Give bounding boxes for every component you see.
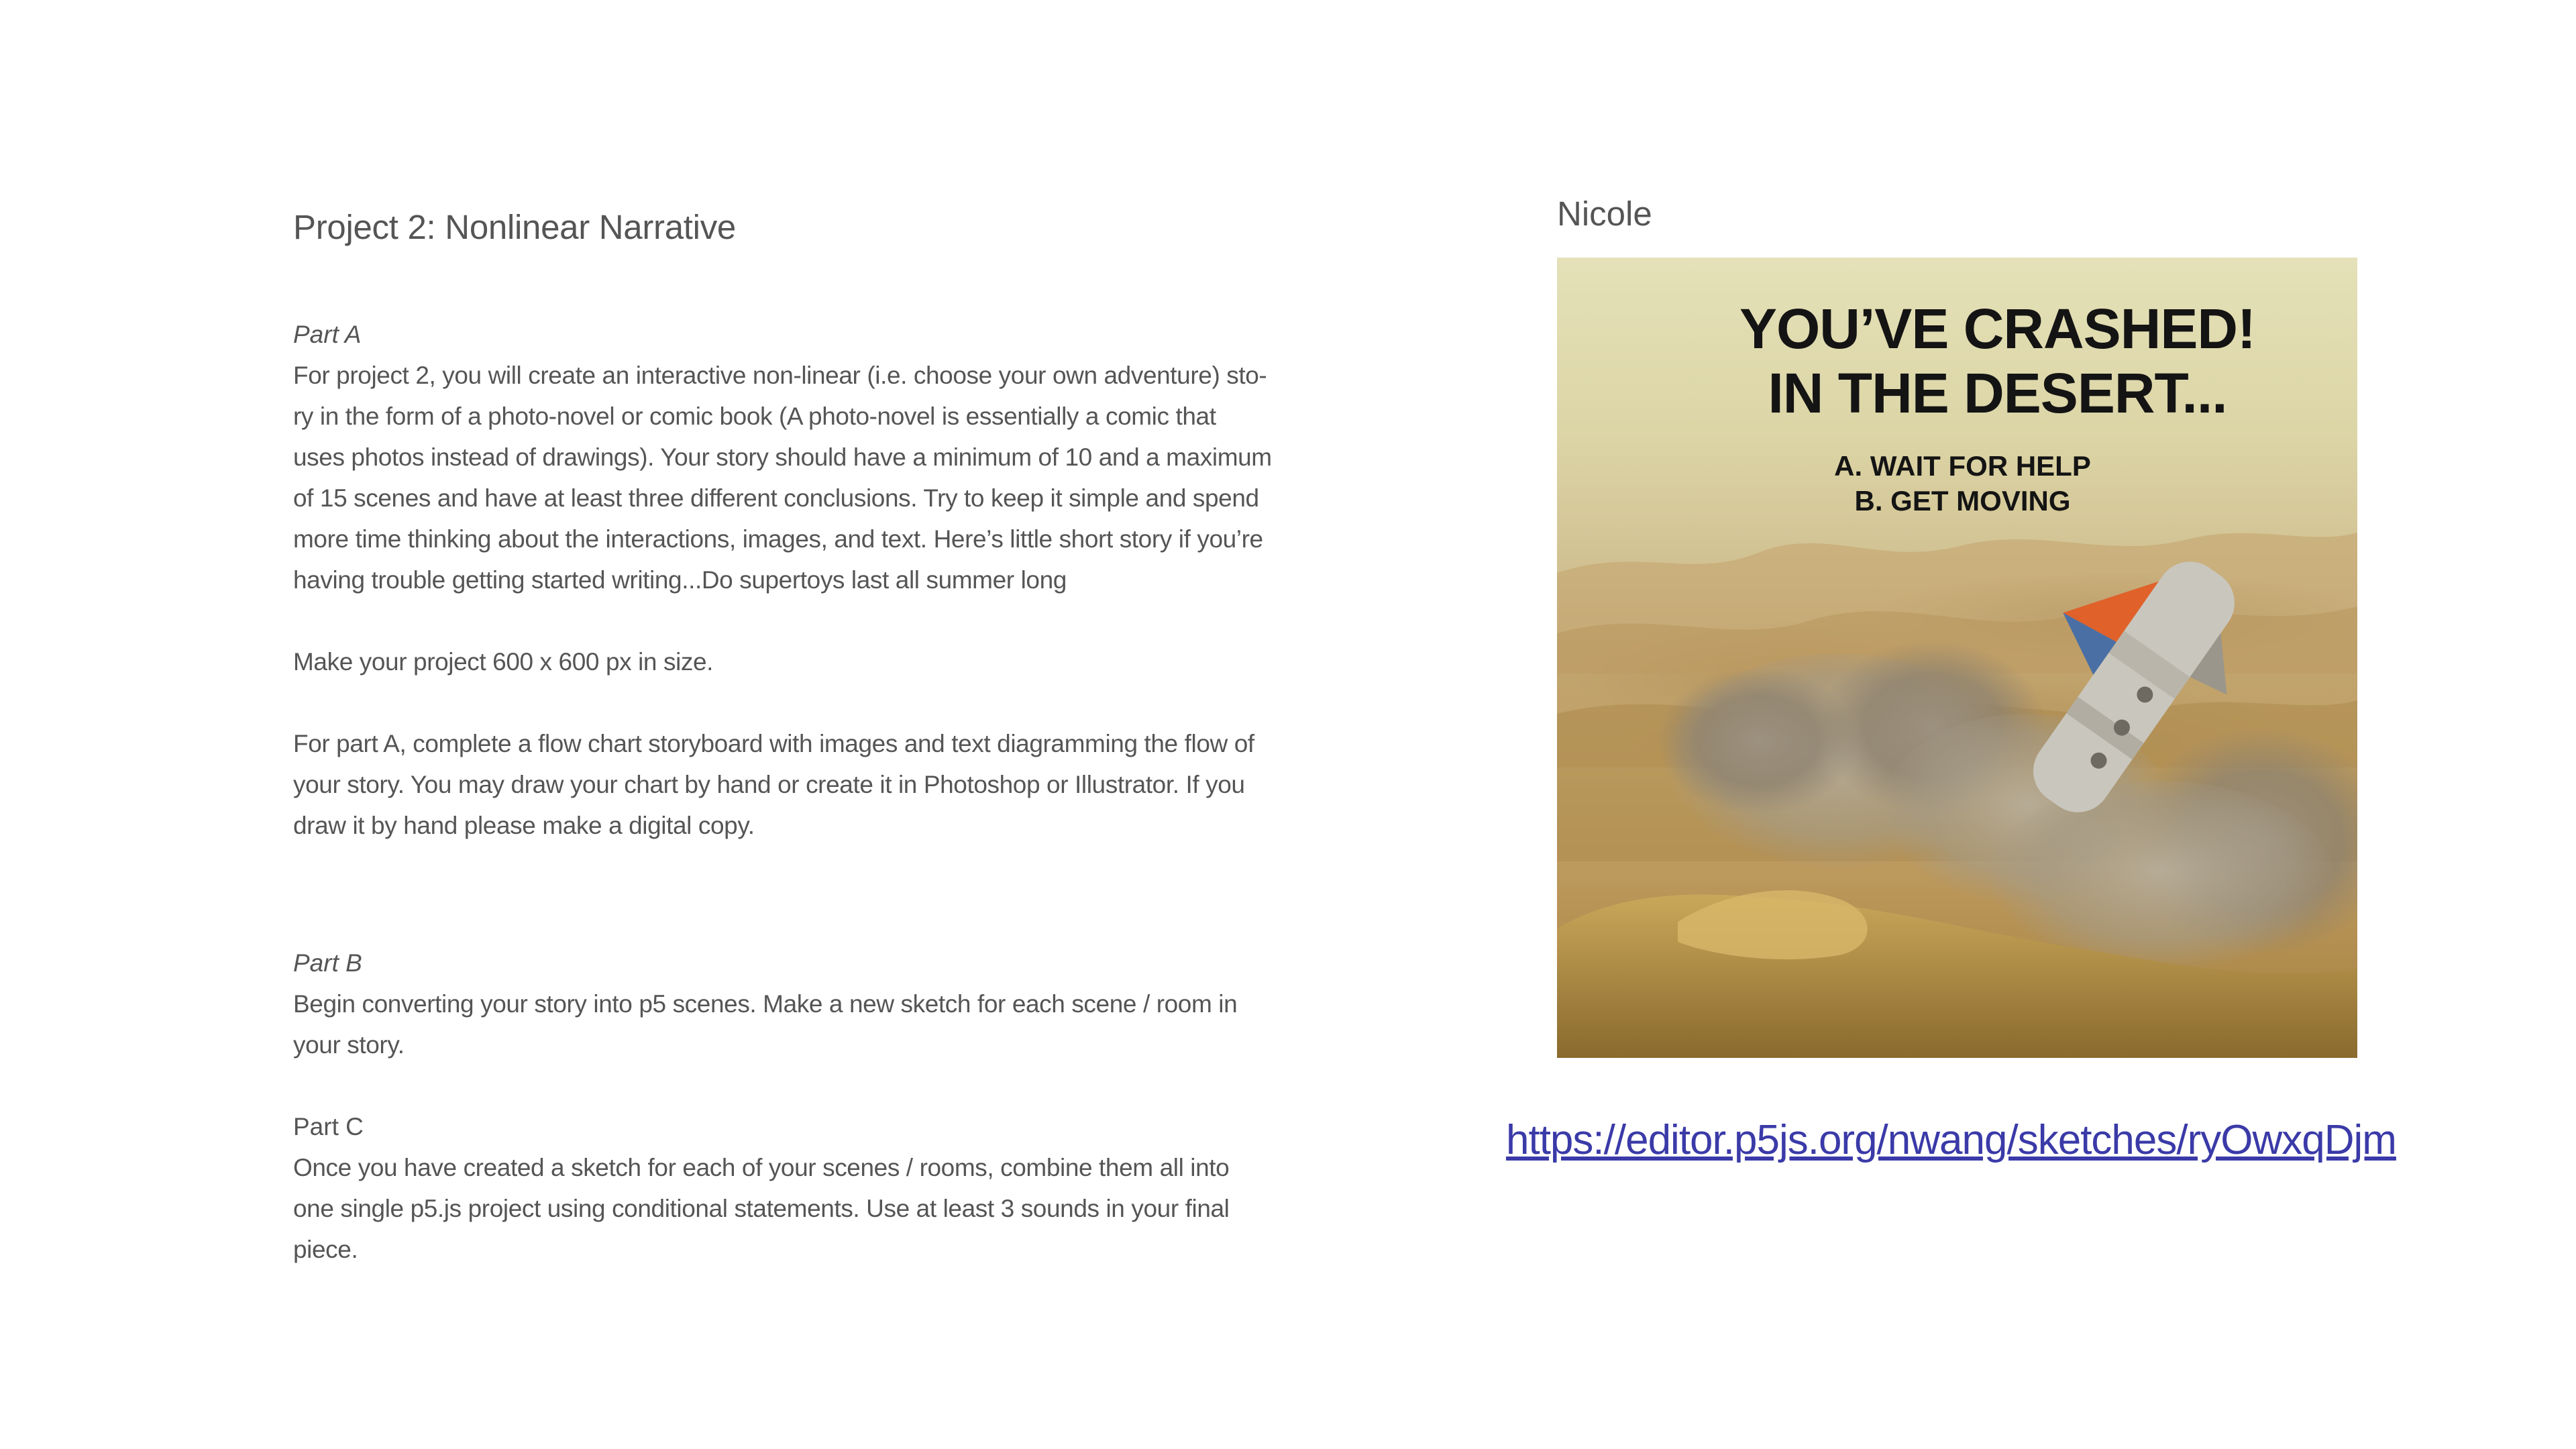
flowchart-line: For part A, complete a flow chart storyboard with images and text diagramming the flow of (293, 730, 1254, 757)
part-a-line: For project 2, you will create an interactive non-linear (i.e. choose your own adventure) sto- (293, 362, 1267, 389)
poster-choices (1562, 449, 2357, 519)
part-c-section (293, 1106, 1286, 1270)
part-c-line: Once you have created a sketch for each of your scenes / rooms, combine them all into (293, 1154, 1230, 1181)
poster-choice-b: B. GET MOVING (1854, 485, 2071, 517)
part-a-section (293, 314, 1286, 846)
poster-headline-line: IN THE DESERT... (1768, 362, 2227, 425)
part-b-section (293, 943, 1286, 1065)
part-a-heading: Part A (293, 321, 362, 348)
slide-title: Project 2: Nonlinear Narrative (293, 208, 736, 246)
part-a-line: more time thinking about the interactions, images, and text. Here’s little short story if you’re (293, 525, 1263, 553)
assignment-text-column (293, 201, 1286, 1270)
poster-headline-line: YOU’VE CRASHED! (1739, 297, 2256, 360)
part-c-line: piece. (293, 1236, 358, 1263)
sketch-link-container (1506, 1114, 2479, 1167)
p5-sketch-link[interactable]: https://editor.p5js.org/nwang/sketches/ryOwxqDjm (1506, 1117, 2396, 1163)
part-c-heading: Part C (293, 1113, 364, 1140)
student-name: Nicole (1557, 195, 1652, 233)
part-a-line: ry in the form of a photo-novel or comic book (A photo-novel is essentially a comic that (293, 402, 1216, 430)
poster-choice-a: A. WAIT FOR HELP (1834, 450, 2091, 482)
part-b-line: Begin converting your story into p5 scenes. Make a new sketch for each scene / room in (293, 990, 1238, 1018)
part-b-line: your story. (293, 1031, 405, 1059)
student-example-column (1557, 188, 2429, 1058)
part-a-line: of 15 scenes and have at least three different conclusions. Try to keep it simple and spend (293, 484, 1259, 512)
part-a-line: uses photos instead of drawings). Your story should have a minimum of 10 and a maximum (293, 443, 1272, 471)
flowchart-line: draw it by hand please make a digital copy. (293, 812, 755, 839)
desert-crash-poster-image (1557, 258, 2357, 1058)
part-a-line: having trouble getting started writing...Do supertoys last all summer long (293, 566, 1067, 594)
poster-headline (1597, 297, 2357, 425)
part-c-line: one single p5.js project using conditional statements. Use at least 3 sounds in your final (293, 1195, 1230, 1222)
project-size-note: Make your project 600 x 600 px in size. (293, 648, 714, 676)
flowchart-line: your story. You may draw your chart by hand or create it in Photoshop or Illustrator. If you (293, 771, 1245, 798)
part-b-heading: Part B (293, 949, 362, 977)
